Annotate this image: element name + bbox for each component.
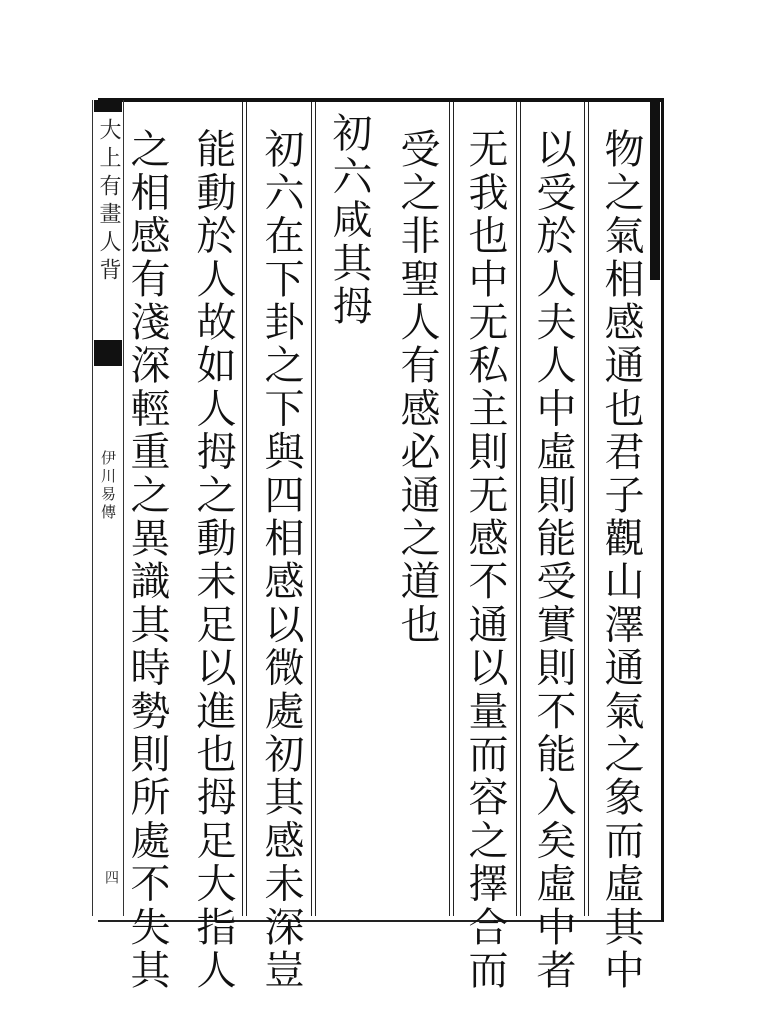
- column-rule: [315, 102, 316, 916]
- text-column-3: 无我也中无私主則无感不通以量而容之擇合而: [462, 128, 508, 992]
- column-rule: [242, 102, 243, 916]
- text-column-1: 物之氣相感通也君子觀山澤通氣之象而虛其中: [598, 128, 644, 992]
- book-name: 伊川易傳: [99, 450, 117, 522]
- text-column-4: 受之非聖人有感必通之道也: [394, 128, 440, 647]
- text-column-5: 初六咸其拇: [326, 112, 372, 328]
- column-rule: [246, 102, 247, 916]
- column-rule: [588, 102, 589, 916]
- leaf-number: 四: [103, 870, 119, 884]
- column-rule: [449, 102, 450, 916]
- frame-edge-mark: [650, 100, 660, 280]
- text-column-6: 初六在下卦之下與四相感以微處初其感未深豈: [258, 128, 304, 992]
- column-rule: [516, 102, 517, 916]
- page-frame: [98, 98, 664, 922]
- column-rule: [584, 102, 585, 916]
- text-column-8: 之相感有淺深輕重之異識其時勢則所處不失其: [124, 128, 170, 992]
- text-column-2: 以受於人夫人中虛則能受實則不能入矣虛中者: [530, 128, 576, 992]
- text-column-7: 能動於人故如人拇之動未足以進也拇足大指人: [190, 128, 236, 992]
- column-rule: [311, 102, 312, 916]
- fish-tail-mark: [94, 340, 122, 366]
- fore-edge-title: 大上有畫人背: [96, 118, 121, 286]
- column-rule: [520, 102, 521, 916]
- fore-edge-strip: [92, 100, 124, 916]
- column-rule: [453, 102, 454, 916]
- fish-tail-mark: [94, 100, 122, 112]
